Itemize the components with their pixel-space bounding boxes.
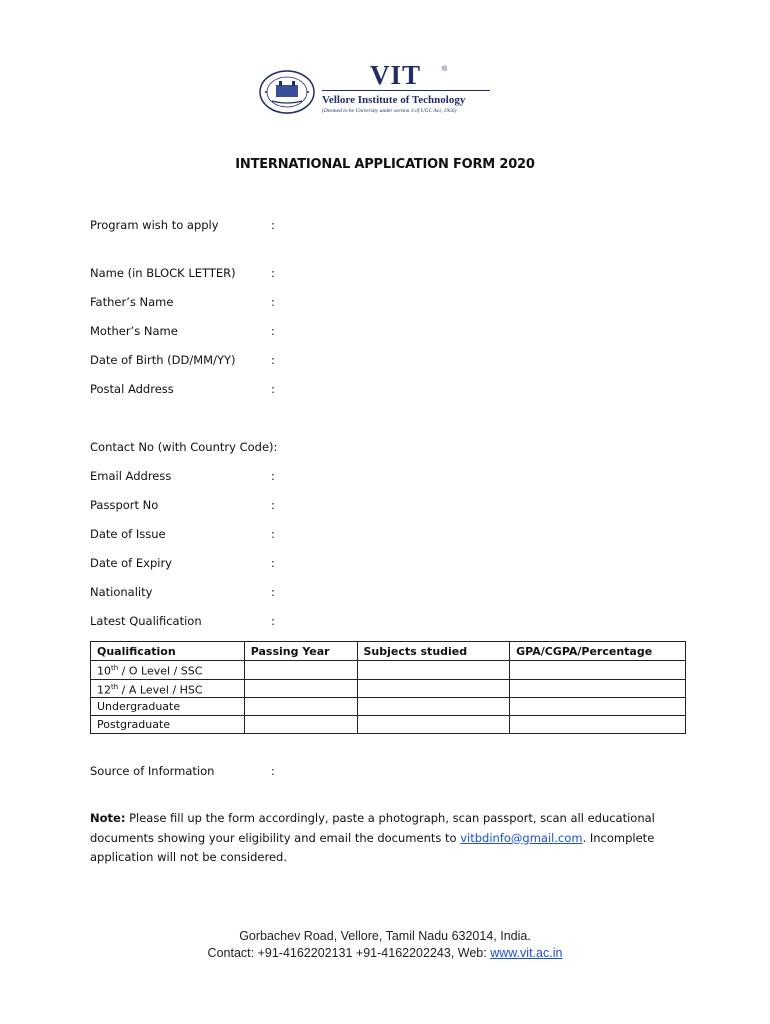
field-issue-colon: :	[271, 527, 275, 541]
qualification-num: 12	[97, 683, 111, 697]
field-father-label: Father’s Name	[90, 295, 174, 309]
field-expiry-colon: :	[271, 556, 275, 570]
logo-name: Vellore Institute of Technology	[322, 94, 466, 106]
table-row	[91, 679, 686, 698]
field-program-colon: :	[271, 218, 275, 232]
vit-logo	[258, 60, 498, 122]
qualification-cell	[91, 661, 245, 680]
footer	[0, 928, 770, 962]
field-mother-label: Mother’s Name	[90, 324, 178, 338]
table-header-cell: Qualification	[91, 642, 245, 661]
table-header-cell: GPA/CGPA/Percentage	[510, 642, 686, 661]
footer-address: Gorbachev Road, Vellore, Tamil Nadu 632014, India.	[239, 929, 531, 943]
field-passport-label: Passport No	[90, 498, 159, 512]
table-row	[91, 716, 686, 734]
field-program-label: Program wish to apply	[90, 218, 219, 232]
field-name-colon: :	[271, 266, 275, 280]
qualification-sup: th	[111, 682, 119, 691]
field-qualification-label: Latest Qualification	[90, 614, 202, 628]
field-mother-colon: :	[271, 324, 275, 338]
logo-divider	[322, 90, 490, 91]
passing-year-cell[interactable]	[244, 661, 357, 680]
passing-year-cell[interactable]	[244, 716, 357, 734]
passing-year-cell[interactable]	[244, 698, 357, 716]
vit-seal-icon	[258, 69, 316, 115]
field-name-label: Name (in BLOCK LETTER)	[90, 266, 236, 280]
field-nationality-label: Nationality	[90, 585, 153, 599]
email-link[interactable]: vitbdinfo@gmail.com	[460, 830, 583, 845]
logo-registered-mark: ®	[442, 66, 448, 73]
table-row	[91, 698, 686, 716]
note-paragraph	[90, 809, 670, 868]
logo-subtitle: (Deemed to be University under section 3 of UGC Act, 1956)	[322, 108, 457, 114]
field-postal-label: Postal Address	[90, 382, 174, 396]
qualification-rest: / O Level / SSC	[118, 664, 203, 678]
qualification-num: 10	[97, 664, 111, 678]
form-title: INTERNATIONAL APPLICATION FORM 2020	[235, 157, 535, 172]
note-text-after: . Incomplete application will not be considered.	[90, 830, 655, 864]
subjects-cell[interactable]	[357, 716, 510, 734]
field-email-label: Email Address	[90, 469, 172, 483]
subjects-cell[interactable]	[357, 698, 510, 716]
gpa-cell[interactable]	[510, 698, 686, 716]
field-father-colon: :	[271, 295, 275, 309]
footer-contact-text: Contact: +91-4162202131 +91-4162202243, Web:	[207, 946, 491, 960]
field-source-colon: :	[271, 764, 275, 778]
qualification-cell: Undergraduate	[91, 698, 245, 716]
logo-brand: VIT	[370, 60, 422, 90]
table-row	[91, 661, 686, 680]
field-dob-label: Date of Birth (DD/MM/YY)	[90, 353, 236, 367]
qualification-table	[90, 641, 686, 734]
field-expiry-label: Date of Expiry	[90, 556, 172, 570]
note-bold: Note:	[90, 811, 126, 825]
website-link[interactable]: www.vit.ac.in	[490, 946, 563, 960]
gpa-cell[interactable]	[510, 679, 686, 698]
field-passport-colon: :	[271, 498, 275, 512]
table-header-cell: Subjects studied	[357, 642, 510, 661]
qualification-cell	[91, 679, 245, 698]
field-dob-colon: :	[271, 353, 275, 367]
gpa-cell[interactable]	[510, 716, 686, 734]
field-email-colon: :	[271, 469, 275, 483]
table-header-cell: Passing Year	[244, 642, 357, 661]
field-postal-colon: :	[271, 382, 275, 396]
field-source-label: Source of Information	[90, 764, 215, 778]
field-qualification-colon: :	[271, 614, 275, 628]
field-nationality-colon: :	[271, 585, 275, 599]
subjects-cell[interactable]	[357, 679, 510, 698]
subjects-cell[interactable]	[357, 661, 510, 680]
qualification-sup: th	[111, 664, 119, 672]
qualification-cell: Postgraduate	[91, 716, 245, 734]
table-header-row	[91, 642, 686, 661]
note-text-before: Please fill up the form accordingly, paste a photograph, scan passport, scan all educational documents showing your eligibility and email the documents to	[90, 811, 655, 845]
qualification-rest: / A Level / HSC	[118, 683, 203, 697]
field-issue-label: Date of Issue	[90, 527, 166, 541]
gpa-cell[interactable]	[510, 661, 686, 680]
footer-contact	[0, 945, 770, 962]
passing-year-cell[interactable]	[244, 679, 357, 698]
field-contact-label: Contact No (with Country Code):	[90, 440, 278, 454]
